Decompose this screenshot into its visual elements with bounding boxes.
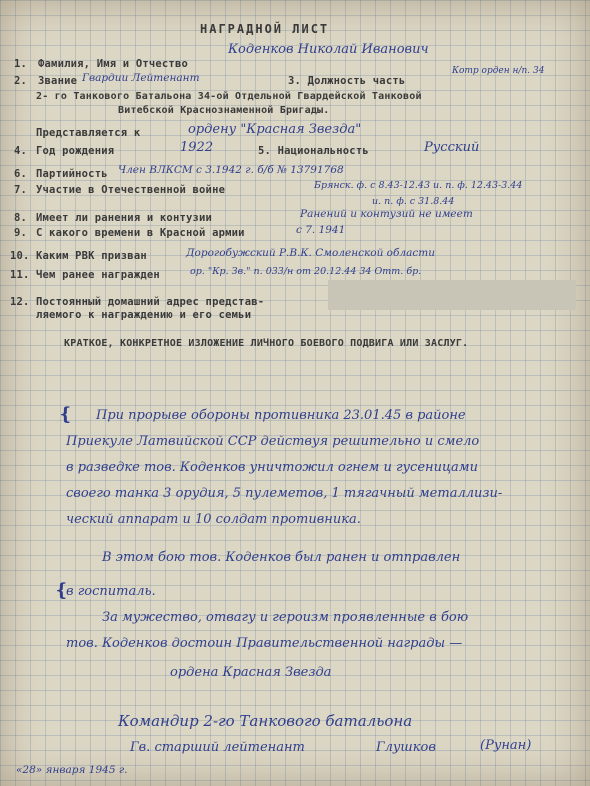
narrative-line-7: в госпиталь. — [66, 584, 156, 599]
narrative-line-2: Приекуле Латвийской ССР действуя решительно и смело — [66, 434, 480, 449]
signature-autograph: Глушков — [376, 740, 436, 755]
field-2-label: Звание — [38, 75, 78, 87]
field-12-label: Постоянный домашний адрес представ- — [36, 296, 265, 308]
field-8-label: Имеет ли ранения и контузии — [36, 212, 213, 224]
narrative-line-3: в разведке тов. Коденков уничтожил огнем и гусеницами — [66, 460, 478, 475]
field-11-number: 11. — [10, 269, 30, 281]
margin-note: Котр орден н/п. 34 — [452, 66, 545, 76]
presented-label: Представляется к — [36, 127, 141, 139]
narrative-line-1: При прорыве обороны противника 23.01.45 в районе — [96, 408, 466, 423]
field-3-label: 3. Должность часть — [288, 75, 406, 87]
unit-line-2: Витебской Краснознаменной Бригады. — [118, 105, 330, 116]
nationality-value: Русский — [424, 140, 480, 155]
field-6-label: Партийность — [36, 168, 108, 180]
field-2-number: 2. — [14, 75, 28, 87]
field-1-number: 1. — [14, 58, 28, 70]
party-value: Член ВЛКСМ с 3.1942 г. б/б № 13791768 — [118, 164, 344, 176]
field-8-number: 8. — [14, 212, 28, 224]
unit-line-1: 2- го Танкового Батальона 34-ой Отдельной Гвардейской Танковой — [36, 91, 422, 102]
field-7-label: Участие в Отечественной войне — [36, 184, 226, 196]
paragraph-mark: ❴ — [58, 404, 74, 425]
field-9-label: С какого времени в Красной армии — [36, 227, 245, 239]
signature-rank: Гв. старший лейтенант — [130, 740, 305, 755]
document-title: НАГРАДНОЙ ЛИСТ — [200, 22, 330, 36]
war-participation-value: Брянск. ф. с 8.43-12.43 и. п. ф. 12.43-3.44 — [314, 180, 523, 191]
field-4-label: Год рождения — [36, 145, 115, 157]
narrative-line-10: ордена Красная Звезда — [170, 665, 332, 680]
paragraph-mark-2: ❴ — [54, 580, 70, 601]
field-6-number: 6. — [14, 168, 28, 180]
narrative-line-8: За мужество, отвагу и героизм проявленные в бою — [102, 610, 469, 625]
prior-awards-value: ор. "Кр. Зв." п. 033/н от 20.12.44 34 Отт. бр. — [190, 266, 422, 277]
narrative-line-6: В этом бою тов. Коденков был ранен и отправлен — [102, 550, 461, 565]
name-value: Коденков Николай Иванович — [228, 42, 429, 57]
signature-title: Командир 2-го Танкового батальона — [118, 712, 413, 730]
field-1-label: Фамилия, Имя и Отчество — [38, 58, 188, 70]
birth-year-value: 1922 — [180, 140, 214, 155]
field-11-label: Чем ранее награжден — [36, 269, 160, 281]
field-7-number: 7. — [14, 184, 28, 196]
field-10-number: 10. — [10, 250, 30, 262]
narrative-line-4: своего танка 3 орудия, 5 пулеметов, 1 тягачный металлизи- — [66, 486, 503, 501]
draft-office-value: Дорогобужский Р.В.К. Смоленской области — [186, 247, 435, 259]
field-2-value: Гвардии Лейтенант — [82, 72, 200, 84]
field-5-label: 5. Национальность — [258, 145, 369, 157]
signature-name: (Рунан) — [480, 738, 532, 753]
field-12-number: 12. — [10, 296, 30, 308]
field-9-number: 9. — [14, 227, 28, 239]
field-12-label-2: ляемого к награждению и его семьи — [36, 309, 252, 321]
summary-heading: КРАТКОЕ, КОНКРЕТНОЕ ИЗЛОЖЕНИЕ ЛИЧНОГО БОЕВОГО ПОДВИГА ИЛИ ЗАСЛУГ. — [64, 338, 469, 349]
document-date: «28» января 1945 г. — [16, 764, 128, 776]
narrative-line-9: тов. Коденков достоин Правительственной награды — — [66, 636, 463, 651]
redacted-address-block — [328, 280, 576, 310]
field-10-label: Каким РВК призван — [36, 250, 147, 262]
field-4-number: 4. — [14, 145, 28, 157]
presented-value: ордену "Красная Звезда" — [188, 122, 362, 137]
wounds-value: Ранений и контузий не имеет — [300, 208, 473, 220]
narrative-line-5: ческий аппарат и 10 солдат противника. — [66, 512, 361, 527]
army-since-value: с 7. 1941 — [296, 224, 346, 236]
war-participation-value-2: и. п. ф. с 31.8.44 — [372, 196, 455, 207]
